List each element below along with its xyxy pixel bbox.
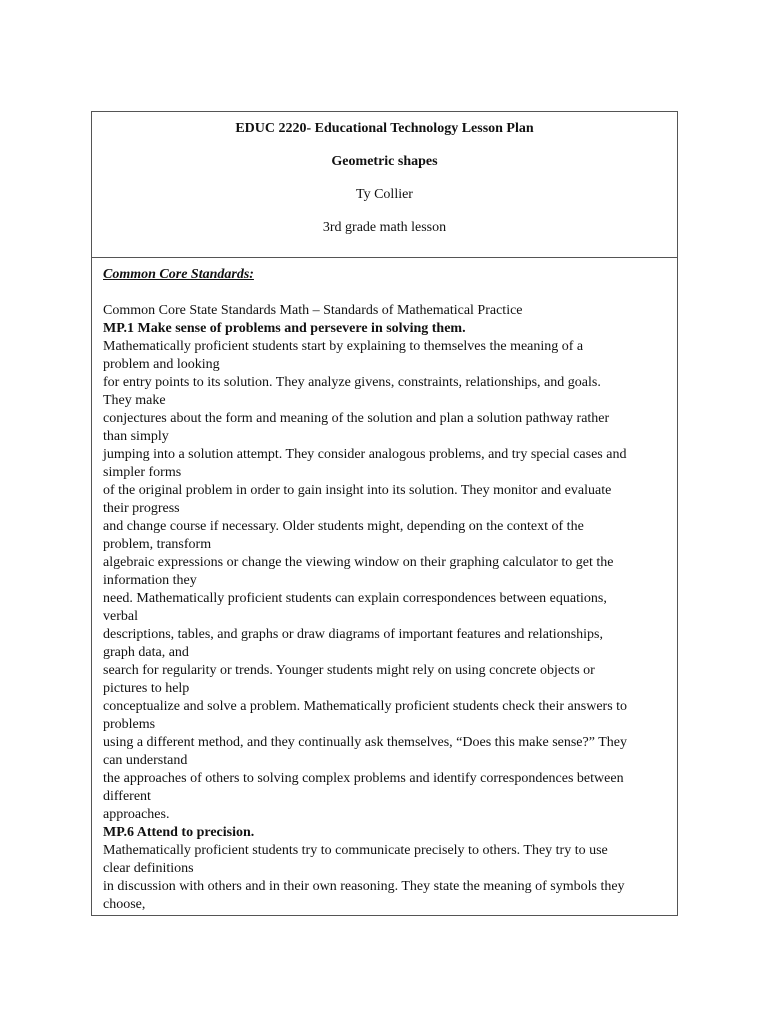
- blank-line: [103, 283, 673, 302]
- standards-content: [103, 266, 673, 914]
- text-line: search for regularity or trends. Younger students might rely on using concrete objects or: [103, 663, 595, 678]
- text-line: conceptualize and solve a problem. Mathematically proficient students check their answers to: [103, 699, 628, 714]
- lesson-plan-title: EDUC 2220- Educational Technology Lesson Plan: [235, 121, 534, 136]
- standards-title: Common Core State Standards Math – Standards of Mathematical Practice: [103, 303, 523, 318]
- mp6-heading: MP.6 Attend to precision.: [103, 825, 255, 840]
- text-line: Mathematically proficient students start by explaining to themselves the meaning of a: [103, 339, 584, 354]
- mp6-body: [103, 842, 673, 914]
- text-line: graph data, and: [103, 645, 189, 660]
- text-line: need. Mathematically proficient students can explain correspondences between equations,: [103, 591, 607, 606]
- text-line: problem and looking: [103, 357, 220, 372]
- mp1-heading: MP.1 Make sense of problems and persevere in solving them.: [103, 321, 466, 336]
- text-line: for entry points to its solution. They analyze givens, constraints, relationships, and goals.: [103, 375, 601, 390]
- text-line: in discussion with others and in their own reasoning. They state the meaning of symbols they: [103, 879, 625, 894]
- text-line: jumping into a solution attempt. They consider analogous problems, and try special cases and: [103, 447, 627, 462]
- text-line: using a different method, and they continually ask themselves, “Does this make sense?” They: [103, 735, 627, 750]
- text-line: simpler forms: [103, 465, 182, 480]
- standards-section: [91, 258, 678, 916]
- text-line: can understand: [103, 753, 188, 768]
- lesson-author: Ty Collier: [356, 187, 413, 202]
- text-line: different: [103, 789, 151, 804]
- text-line: than simply: [103, 429, 169, 444]
- lesson-subject: Geometric shapes: [331, 154, 438, 169]
- mp1-body: [103, 338, 673, 824]
- text-line: pictures to help: [103, 681, 190, 696]
- text-line: information they: [103, 573, 197, 588]
- text-line: approaches.: [103, 807, 170, 822]
- text-line: their progress: [103, 501, 180, 516]
- text-line: the approaches of others to solving complex problems and identify correspondences between: [103, 771, 624, 786]
- text-line: conjectures about the form and meaning of the solution and plan a solution pathway rather: [103, 411, 610, 426]
- common-core-heading: Common Core Standards:: [103, 267, 254, 282]
- text-line: problem, transform: [103, 537, 212, 552]
- text-line: and change course if necessary. Older students might, depending on the context of the: [103, 519, 584, 534]
- text-line: descriptions, tables, and graphs or draw diagrams of important features and relationships,: [103, 627, 603, 642]
- text-line: problems: [103, 717, 156, 732]
- text-line: Mathematically proficient students try to communicate precisely to others. They try to use: [103, 843, 608, 858]
- text-line: of the original problem in order to gain insight into its solution. They monitor and evaluate: [103, 483, 612, 498]
- text-line: clear definitions: [103, 861, 194, 876]
- text-line: They make: [103, 393, 166, 408]
- lesson-grade: 3rd grade math lesson: [322, 220, 447, 235]
- text-line: algebraic expressions or change the viewing window on their graphing calculator to get the: [103, 555, 614, 570]
- text-line: verbal: [103, 609, 138, 624]
- lesson-plan-header: [91, 111, 678, 258]
- text-line: choose,: [103, 897, 146, 912]
